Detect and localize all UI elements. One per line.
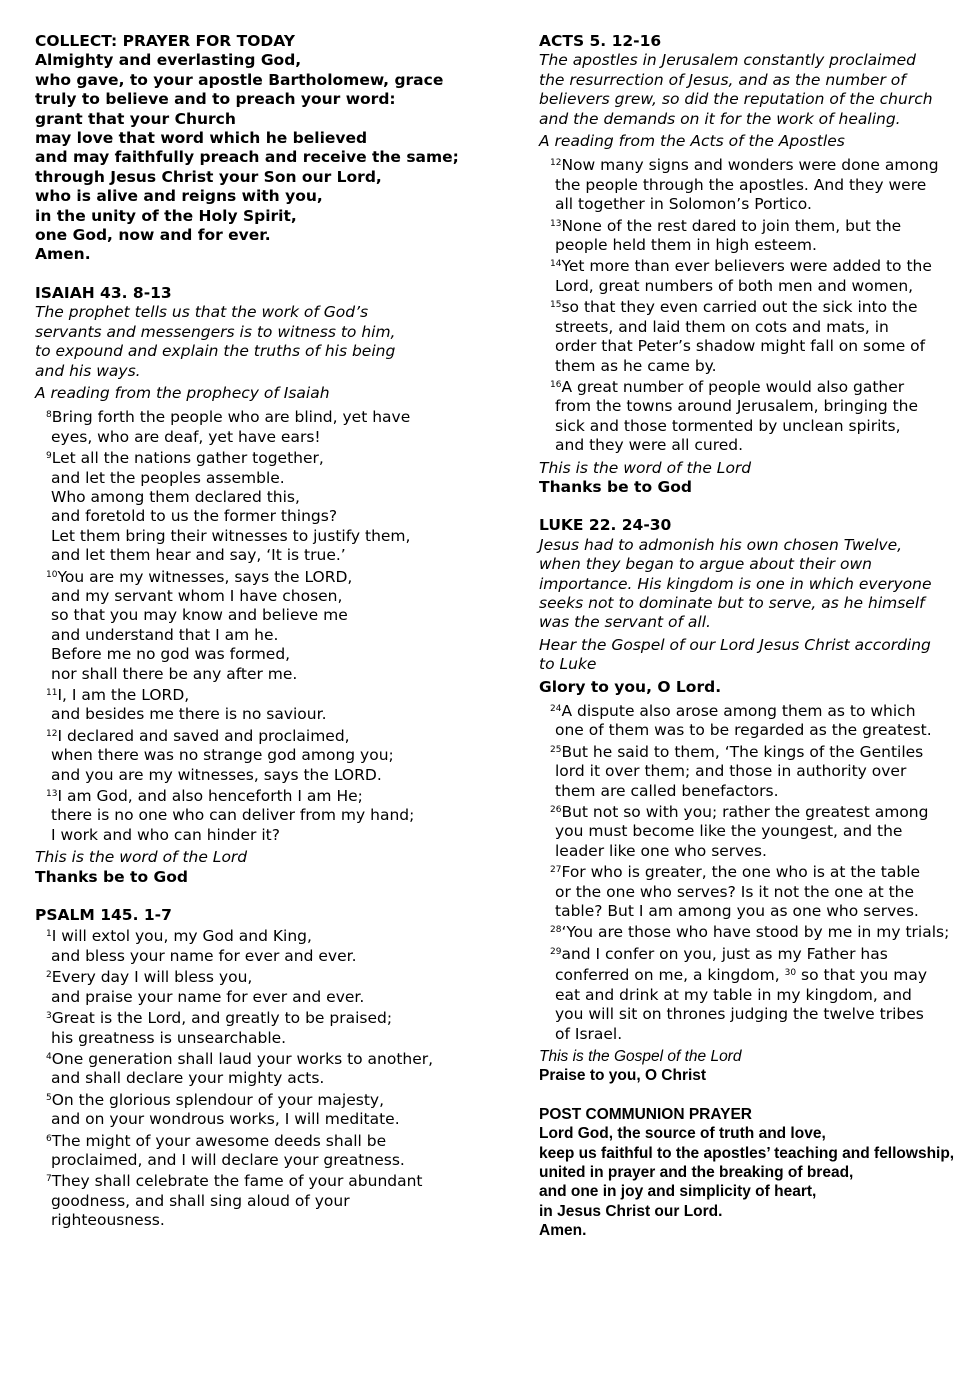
verse-line xyxy=(539,964,969,985)
verse-line xyxy=(35,1130,485,1151)
text-line: importance. His kingdom is one in which everyone xyxy=(539,574,932,593)
verse-line xyxy=(35,925,485,946)
text-line: truly to believe and to preach your word: xyxy=(35,90,396,109)
verse-line xyxy=(539,397,969,416)
psalm-title: PSALM 145. 1-7 xyxy=(35,906,172,925)
verse xyxy=(35,406,485,447)
verse-number: 4 xyxy=(46,1051,52,1062)
verse-line xyxy=(539,986,969,1005)
verse-line xyxy=(539,376,969,397)
verse-text: and let them hear and say, ‘It is true.’ xyxy=(51,546,346,565)
verse xyxy=(35,925,485,966)
verse xyxy=(35,966,485,1007)
verse-line xyxy=(539,154,969,175)
verse-text: Let them bring their witnesses to justify them, xyxy=(51,526,411,545)
text-line: and may faithfully preach and receive the same; xyxy=(35,148,459,167)
verse-text: Before me no god was formed, xyxy=(51,645,291,664)
isaiah-section xyxy=(35,284,485,887)
verse-line xyxy=(35,1151,485,1170)
verse-line xyxy=(35,566,485,587)
verse-number: 16 xyxy=(550,379,562,390)
verse-line xyxy=(35,626,485,645)
verse-number: 25 xyxy=(550,744,562,755)
verse-text: Now many signs and wonders were done among xyxy=(561,156,939,175)
verse-number: 10 xyxy=(46,569,58,580)
text-line: in Jesus Christ our Lord. xyxy=(539,1202,723,1220)
verse-text: and you are my witnesses, says the LORD. xyxy=(51,765,382,784)
verse xyxy=(539,861,969,921)
verse-line xyxy=(35,766,485,785)
verse-line xyxy=(539,1025,969,1044)
verse-line xyxy=(35,606,485,625)
right-column xyxy=(539,32,969,1260)
verse xyxy=(35,1007,485,1048)
text-line: keep us faithful to the apostles’ teaching and fellowship, xyxy=(539,1144,955,1162)
text-line: when they began to argue about their own xyxy=(539,555,872,574)
verse xyxy=(539,255,969,296)
verse-line xyxy=(35,806,485,825)
verse-number: 1 xyxy=(46,929,52,940)
verse-number: 11 xyxy=(46,688,58,698)
acts-intro xyxy=(539,51,969,129)
text-line: may love that word which he believed xyxy=(35,129,368,148)
text-line: one God, now and for ever. xyxy=(35,226,271,245)
verse-text: A dispute also arose among them as to which xyxy=(561,702,916,720)
verse-number: 26 xyxy=(550,805,562,816)
verse xyxy=(35,447,485,565)
post-communion-lines xyxy=(539,1124,969,1240)
luke-acclamation: Glory to you, O Lord. xyxy=(539,677,722,696)
verse xyxy=(539,296,969,376)
text-line: united in prayer and the breaking of bread, xyxy=(539,1163,854,1181)
verse-text: and bless your name for ever and ever. xyxy=(51,946,357,965)
verse-line xyxy=(35,1048,485,1069)
verse-text: On the glorious splendour of your majesty, xyxy=(51,1090,385,1109)
text-line: and his ways. xyxy=(35,361,141,380)
verse-text: so that you may xyxy=(796,966,928,985)
verse xyxy=(539,154,969,214)
verse-number: 5 xyxy=(46,1092,52,1103)
text-line: Lord God, the source of truth and love, xyxy=(539,1125,826,1143)
psalm-verses xyxy=(35,925,485,1230)
verse-line xyxy=(35,1211,485,1230)
text-line: who gave, to your apostle Bartholomew, grace xyxy=(35,70,444,89)
verse-text: and understand that I am he. xyxy=(51,625,279,644)
verse-text: and besides me there is no saviour. xyxy=(51,705,327,724)
verse xyxy=(35,684,485,725)
verse-number: 29 xyxy=(550,946,562,957)
luke-closing: This is the Gospel of the Lord xyxy=(539,1047,742,1065)
verse-text: them as he came by. xyxy=(555,356,717,375)
verse-text: order that Peter’s shadow might fall on some of xyxy=(555,337,926,356)
verse-text: and shall declare your mighty acts. xyxy=(51,1069,325,1088)
verse-line xyxy=(35,587,485,606)
verse-text: all together in Solomon’s Portico. xyxy=(555,195,812,214)
isaiah-reading-intro: A reading from the prophecy of Isaiah xyxy=(35,383,330,402)
verse-text: Every day I will bless you, xyxy=(51,968,253,987)
verse-line xyxy=(539,1005,969,1024)
verse-line xyxy=(35,447,485,468)
verse-text: None of the rest dared to join them, but the xyxy=(561,216,902,235)
isaiah-verses xyxy=(35,406,485,845)
verse-text: sick and those tormented by unclean spirits, xyxy=(555,416,901,435)
verse-text: proclaimed, and I will declare your greatness. xyxy=(51,1150,405,1169)
verse-text: Let all the nations gather together, xyxy=(51,449,324,468)
verse-text: I declared and saved and proclaimed, xyxy=(57,726,350,745)
verse xyxy=(35,1170,485,1230)
verse-line xyxy=(539,255,969,276)
text-line: Hear the Gospel of our Lord Jesus Christ according xyxy=(539,635,931,654)
verse xyxy=(539,921,969,942)
verse-number: 28 xyxy=(550,925,562,936)
verse-number: 12 xyxy=(46,728,58,739)
collect-lines xyxy=(35,51,485,264)
verse-line xyxy=(35,527,485,546)
text-line: and the demands on it for the work of healing. xyxy=(539,109,901,128)
acts-verses xyxy=(539,154,969,455)
verse-number: 15 xyxy=(550,300,562,311)
verse xyxy=(35,1048,485,1089)
acts-reading-intro: A reading from the Acts of the Apostles xyxy=(539,132,845,151)
text-line: Amen. xyxy=(35,245,91,264)
verse-text: Who among them declared this, xyxy=(51,487,300,506)
verse-text: one of them was to be regarded as the greatest. xyxy=(555,721,932,740)
verse-line xyxy=(35,406,485,427)
isaiah-title: ISAIAH 43. 8-13 xyxy=(35,283,172,302)
verse-number: 2 xyxy=(46,970,52,981)
luke-verses xyxy=(539,700,969,1044)
verse-text: righteousness. xyxy=(51,1211,165,1230)
verse-text: and foretold to us the former things? xyxy=(51,507,338,526)
verse xyxy=(539,943,969,1044)
verse-text: One generation shall laud your works to another, xyxy=(51,1049,434,1068)
text-line: who is alive and reigns with you, xyxy=(35,187,323,206)
post-communion-title: POST COMMUNION PRAYER xyxy=(539,1105,753,1123)
verse-line xyxy=(35,546,485,565)
text-line: Jesus had to admonish his own chosen Twelve, xyxy=(539,535,903,554)
verse-line xyxy=(35,469,485,488)
verse-line xyxy=(539,721,969,740)
text-line: grant that your Church xyxy=(35,109,236,128)
verse-text: I am God, and also henceforth I am He; xyxy=(57,787,363,806)
verse-number: 13 xyxy=(46,789,58,800)
verse-text: conferred on me, a kingdom, xyxy=(555,966,785,985)
verse-text: his greatness is unsearchable. xyxy=(51,1028,287,1047)
verse xyxy=(35,1130,485,1171)
verse-line xyxy=(35,645,485,664)
isaiah-closing: This is the word of the Lord xyxy=(35,848,248,867)
verse-text: the people through the apostles. And they were xyxy=(555,175,927,194)
verse-line xyxy=(539,700,969,721)
verse-text: of Israel. xyxy=(555,1024,623,1043)
verse-text: there is no one who can deliver from my hand; xyxy=(51,806,415,825)
verse-line xyxy=(539,741,969,762)
text-line: was the servant of all. xyxy=(539,613,711,632)
text-line: the resurrection of Jesus, and as the number of xyxy=(539,70,906,89)
verse-line xyxy=(35,725,485,746)
verse-number: 30 xyxy=(784,968,797,979)
verse-line xyxy=(35,1007,485,1028)
isaiah-intro xyxy=(35,303,485,381)
verse-text: eat and drink at my table in my kingdom, and xyxy=(555,985,912,1004)
verse-text: For who is greater, the one who is at the table xyxy=(561,863,921,882)
verse-text: They shall celebrate the fame of your abundant xyxy=(51,1172,423,1191)
verse-text: Yet more than ever believers were added to the xyxy=(561,257,932,276)
verse-text: when there was no strange god among you; xyxy=(51,746,394,765)
verse-number: 8 xyxy=(46,410,52,421)
acts-closing: This is the word of the Lord xyxy=(539,458,752,477)
verse-line xyxy=(35,1069,485,1088)
text-line: Amen. xyxy=(539,1222,587,1240)
verse-text: Lord, great numbers of both men and women, xyxy=(555,276,914,295)
verse-line xyxy=(539,277,969,296)
verse-text: or the one who serves? Is it not the one at the xyxy=(555,882,915,901)
verse xyxy=(539,700,969,741)
verse-text: You are my witnesses, says the LORD, xyxy=(57,567,353,586)
verse-line xyxy=(35,705,485,724)
verse-line xyxy=(539,822,969,841)
text-line: and one in joy and simplicity of heart, xyxy=(539,1183,817,1201)
psalm-section xyxy=(35,906,485,1231)
text-line: believers grew, so did the reputation of the church xyxy=(539,90,933,109)
text-line: The prophet tells us that the work of God’s xyxy=(35,303,369,322)
text-line: to expound and explain the truths of his being xyxy=(35,342,396,361)
text-line: The apostles in Jerusalem constantly proclaimed xyxy=(539,51,916,70)
verse-text: goodness, and shall sing aloud of your xyxy=(51,1191,350,1210)
verse-text: so that they even carried out the sick into the xyxy=(561,298,918,317)
verse-text: Great is the Lord, and greatly to be praised; xyxy=(51,1009,393,1028)
collect-section xyxy=(35,32,485,265)
verse-line xyxy=(539,195,969,214)
verse-line xyxy=(35,507,485,526)
verse-text: nor shall there be any after me. xyxy=(51,664,298,683)
verse-line xyxy=(35,1170,485,1191)
verse-line xyxy=(539,883,969,902)
verse-line xyxy=(539,943,969,964)
verse-text: Bring forth the people who are blind, yet have xyxy=(51,408,411,427)
verse-line xyxy=(35,1192,485,1211)
verse-text: and I confer on you, just as my Father has xyxy=(561,944,888,963)
verse-line xyxy=(35,1089,485,1110)
verse-line xyxy=(539,902,969,921)
verse-line xyxy=(35,684,485,705)
verse-text: I work and who can hinder it? xyxy=(51,825,280,844)
verse-text: and they were all cured. xyxy=(555,436,744,455)
verse-line xyxy=(539,762,969,781)
verse-line xyxy=(539,215,969,236)
verse-text: and on your wondrous works, I will meditate. xyxy=(51,1110,400,1129)
verse-line xyxy=(35,488,485,507)
verse-text: from the towns around Jerusalem, bringing the xyxy=(555,397,919,416)
verse-line xyxy=(35,988,485,1007)
verse-number: 12 xyxy=(550,158,562,169)
verse xyxy=(539,376,969,456)
verse xyxy=(539,215,969,256)
verse-text: you will sit on thrones judging the twelve tribes xyxy=(555,1005,924,1024)
verse-line xyxy=(539,782,969,801)
verse-line xyxy=(35,966,485,987)
verse-line xyxy=(539,337,969,356)
verse-number: 14 xyxy=(550,259,562,270)
text-line: to Luke xyxy=(539,655,597,674)
verse-line xyxy=(539,318,969,337)
verse-text: table? But I am among you as one who serves. xyxy=(555,902,919,921)
verse-text: I, I am the LORD, xyxy=(57,686,190,704)
luke-response: Praise to you, O Christ xyxy=(539,1067,707,1085)
verse-text: leader like one who serves. xyxy=(555,841,767,860)
verse xyxy=(35,725,485,785)
verse-line xyxy=(539,842,969,861)
verse-line xyxy=(35,947,485,966)
verse-text: But he said to them, ‘The kings of the Gentiles xyxy=(561,742,924,761)
verse-text: so that you may know and believe me xyxy=(51,606,348,625)
luke-intro xyxy=(539,536,969,633)
verse-line xyxy=(35,1110,485,1129)
verse-text: streets, and laid them on cots and mats, in xyxy=(555,317,889,336)
verse-number: 13 xyxy=(550,218,562,229)
acts-title: ACTS 5. 12-16 xyxy=(539,32,662,50)
verse xyxy=(539,741,969,801)
verse-number: 7 xyxy=(46,1174,52,1185)
verse-line xyxy=(539,436,969,455)
verse-text: But not so with you; rather the greatest among xyxy=(561,803,929,822)
verse-number: 3 xyxy=(46,1011,52,1022)
verse-text: I will extol you, my God and King, xyxy=(51,927,312,946)
verse-line xyxy=(35,665,485,684)
acts-section xyxy=(539,32,969,497)
verse-line xyxy=(539,921,969,942)
luke-title: LUKE 22. 24-30 xyxy=(539,516,672,535)
acts-response: Thanks be to God xyxy=(539,477,692,496)
verse-text: and praise your name for ever and ever. xyxy=(51,987,365,1006)
luke-section xyxy=(539,516,969,1085)
verse xyxy=(539,801,969,861)
verse-text: lord it over them; and those in authority over xyxy=(555,762,907,781)
verse-line xyxy=(35,746,485,765)
verse-number: 24 xyxy=(550,704,562,714)
verse-text: them are called benefactors. xyxy=(555,781,779,800)
verse-line xyxy=(539,236,969,255)
verse-line xyxy=(539,801,969,822)
text-line: Almighty and everlasting God, xyxy=(35,51,302,70)
collect-title: COLLECT: PRAYER FOR TODAY xyxy=(35,32,295,50)
verse-text: people held them in high esteem. xyxy=(555,236,817,255)
text-line: in the unity of the Holy Spirit, xyxy=(35,206,297,225)
verse-number: 27 xyxy=(550,865,562,876)
verse-line xyxy=(539,176,969,195)
post-communion-section xyxy=(539,1105,969,1241)
verse-text: and let the peoples assemble. xyxy=(51,468,285,487)
verse-line xyxy=(35,826,485,845)
verse xyxy=(35,785,485,845)
verse-text: eyes, who are deaf, yet have ears! xyxy=(51,427,321,446)
verse-line xyxy=(539,357,969,376)
verse-line xyxy=(35,1029,485,1048)
verse-line xyxy=(35,785,485,806)
verse-line xyxy=(539,417,969,436)
text-line: seeks not to dominate but to serve, as he himself xyxy=(539,593,925,612)
isaiah-response: Thanks be to God xyxy=(35,867,188,886)
verse-text: and my servant whom I have chosen, xyxy=(51,586,343,605)
verse-line xyxy=(539,861,969,882)
left-column xyxy=(35,32,485,1250)
verse-number: 6 xyxy=(46,1133,52,1144)
verse-line xyxy=(539,296,969,317)
verse-text: ‘You are those who have stood by me in my trials; xyxy=(561,923,950,942)
verse-text: A great number of people would also gather xyxy=(561,377,905,396)
verse-text: you must become like the youngest, and the xyxy=(555,822,903,841)
text-line: servants and messengers is to witness to him, xyxy=(35,322,396,341)
verse xyxy=(35,1089,485,1130)
verse-line xyxy=(35,428,485,447)
text-line: through Jesus Christ your Son our Lord, xyxy=(35,167,382,186)
verse xyxy=(35,566,485,684)
luke-reading-intro xyxy=(539,636,969,675)
verse-text: The might of your awesome deeds shall be xyxy=(51,1131,387,1150)
verse-number: 9 xyxy=(46,451,52,462)
